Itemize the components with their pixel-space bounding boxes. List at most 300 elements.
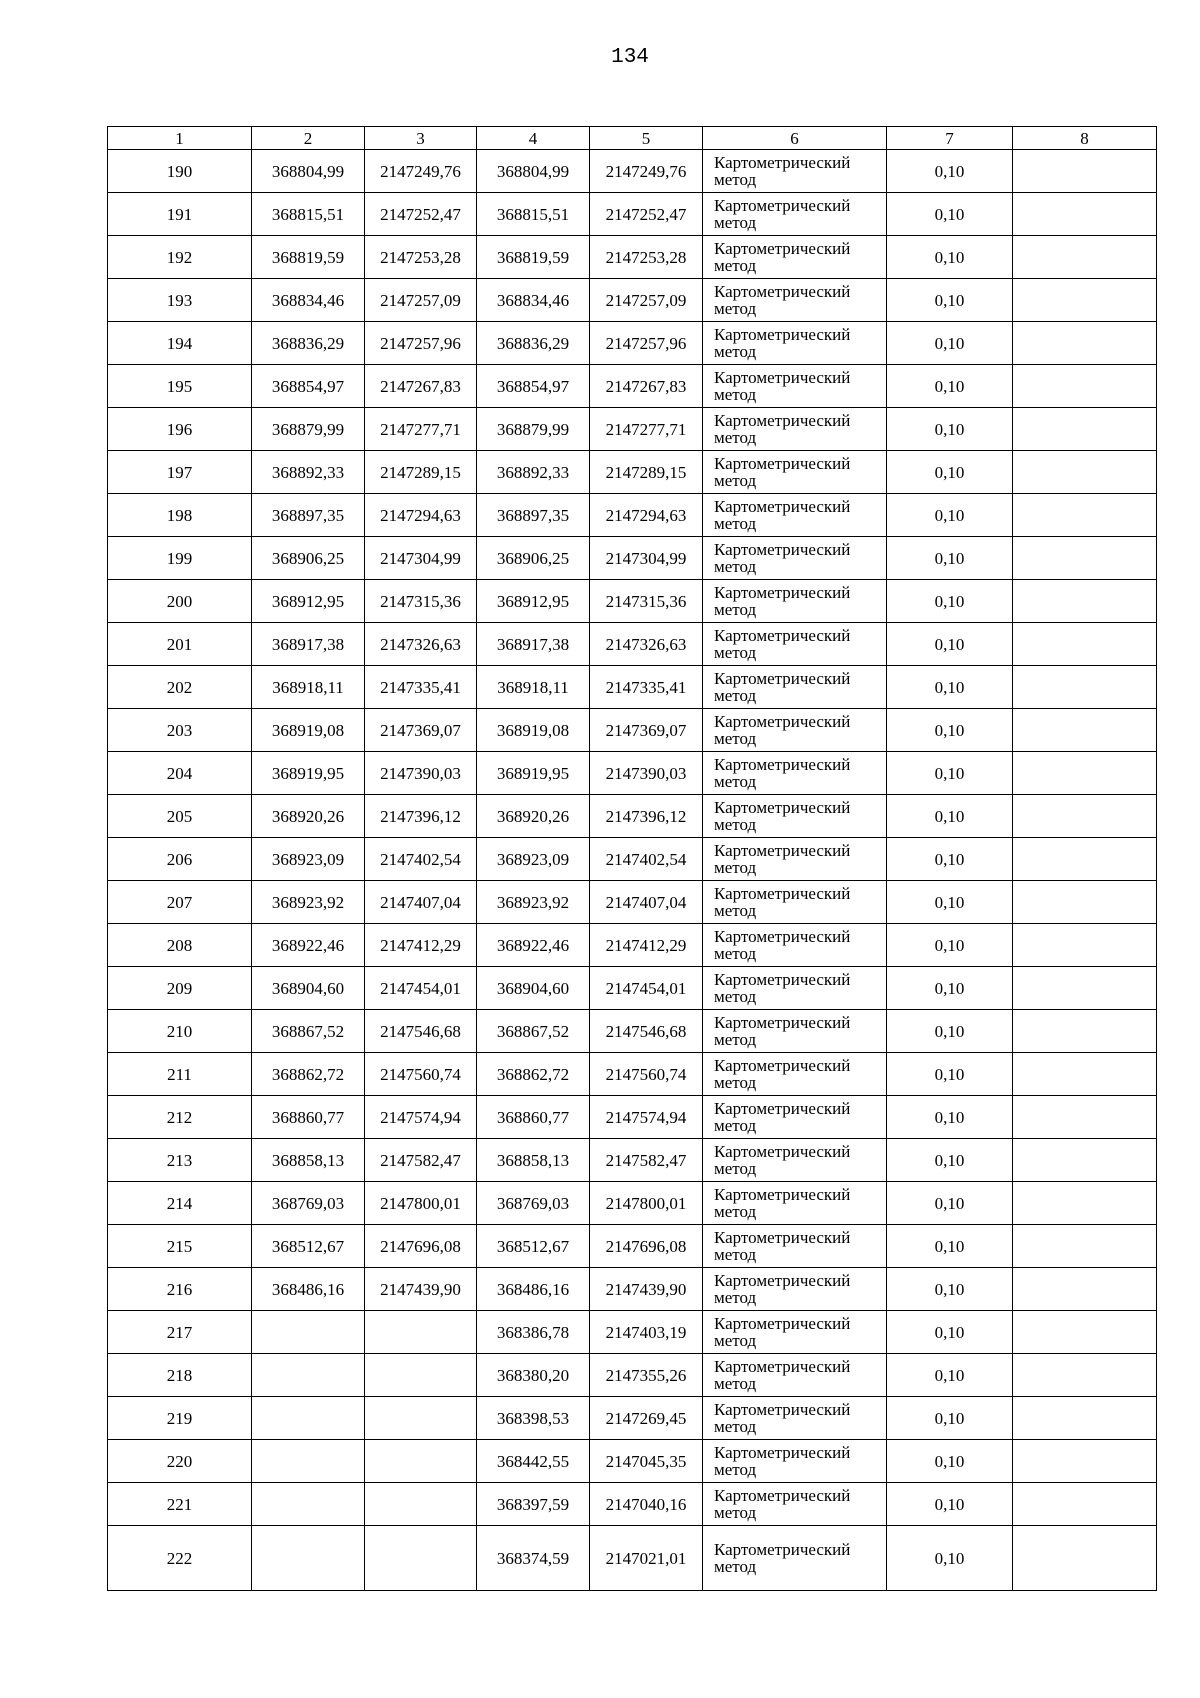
method-text-line1: Картометрический bbox=[714, 1056, 851, 1075]
x-coordinate-cell: 368917,38 bbox=[252, 623, 365, 666]
method-cell bbox=[703, 322, 887, 365]
table-row bbox=[108, 623, 1157, 666]
x-coordinate-cell: 368918,11 bbox=[252, 666, 365, 709]
y-coordinate-cell bbox=[365, 1483, 477, 1526]
y-coordinate-cell: 2147277,71 bbox=[590, 408, 703, 451]
point-number-cell: 214 bbox=[108, 1182, 252, 1225]
x-coordinate-cell: 368486,16 bbox=[252, 1268, 365, 1311]
method-text-line2: метод bbox=[714, 256, 757, 275]
note-cell bbox=[1013, 1053, 1157, 1096]
method-cell bbox=[703, 236, 887, 279]
x-coordinate-cell: 368920,26 bbox=[252, 795, 365, 838]
method-cell bbox=[703, 1139, 887, 1182]
note-cell bbox=[1013, 666, 1157, 709]
x-coordinate-cell: 368923,09 bbox=[477, 838, 590, 881]
point-number-cell: 193 bbox=[108, 279, 252, 322]
table-row bbox=[108, 193, 1157, 236]
y-coordinate-cell: 2147574,94 bbox=[590, 1096, 703, 1139]
point-number-cell: 217 bbox=[108, 1311, 252, 1354]
method-text-line2: метод bbox=[714, 1417, 757, 1436]
accuracy-cell: 0,10 bbox=[887, 924, 1013, 967]
point-number-cell: 192 bbox=[108, 236, 252, 279]
table-row bbox=[108, 1397, 1157, 1440]
method-cell bbox=[703, 1397, 887, 1440]
y-coordinate-cell: 2147257,09 bbox=[590, 279, 703, 322]
method-cell bbox=[703, 150, 887, 193]
table-row bbox=[108, 1354, 1157, 1397]
table-row bbox=[108, 494, 1157, 537]
column-header: 5 bbox=[590, 127, 703, 150]
x-coordinate-cell: 368834,46 bbox=[477, 279, 590, 322]
y-coordinate-cell: 2147800,01 bbox=[590, 1182, 703, 1225]
method-text-line2: метод bbox=[714, 1245, 757, 1264]
column-header: 6 bbox=[703, 127, 887, 150]
method-cell bbox=[703, 752, 887, 795]
y-coordinate-cell: 2147407,04 bbox=[365, 881, 477, 924]
x-coordinate-cell: 368904,60 bbox=[477, 967, 590, 1010]
y-coordinate-cell bbox=[365, 1311, 477, 1354]
method-text-line2: метод bbox=[714, 428, 757, 447]
method-cell bbox=[703, 623, 887, 666]
method-cell bbox=[703, 967, 887, 1010]
method-text-line2: метод bbox=[714, 600, 757, 619]
point-number-cell: 203 bbox=[108, 709, 252, 752]
x-coordinate-cell: 368919,95 bbox=[477, 752, 590, 795]
x-coordinate-cell: 368922,46 bbox=[477, 924, 590, 967]
y-coordinate-cell: 2147267,83 bbox=[590, 365, 703, 408]
method-text-line2: метод bbox=[714, 987, 757, 1006]
point-number-cell: 221 bbox=[108, 1483, 252, 1526]
x-coordinate-cell: 368912,95 bbox=[477, 580, 590, 623]
y-coordinate-cell: 2147402,54 bbox=[365, 838, 477, 881]
point-number-cell: 215 bbox=[108, 1225, 252, 1268]
method-text-line2: метод bbox=[714, 557, 757, 576]
x-coordinate-cell: 368860,77 bbox=[252, 1096, 365, 1139]
note-cell bbox=[1013, 451, 1157, 494]
y-coordinate-cell bbox=[365, 1526, 477, 1591]
note-cell bbox=[1013, 365, 1157, 408]
x-coordinate-cell: 368918,11 bbox=[477, 666, 590, 709]
note-cell bbox=[1013, 1268, 1157, 1311]
method-text-line2: метод bbox=[714, 1557, 757, 1576]
method-cell bbox=[703, 365, 887, 408]
point-number-cell: 206 bbox=[108, 838, 252, 881]
point-number-cell: 222 bbox=[108, 1526, 252, 1591]
method-text-line2: метод bbox=[714, 170, 757, 189]
x-coordinate-cell: 368923,09 bbox=[252, 838, 365, 881]
method-text-line2: метод bbox=[714, 342, 757, 361]
point-number-cell: 207 bbox=[108, 881, 252, 924]
point-number-cell: 209 bbox=[108, 967, 252, 1010]
method-text-line1: Картометрический bbox=[714, 1271, 851, 1290]
method-cell bbox=[703, 881, 887, 924]
note-cell bbox=[1013, 1397, 1157, 1440]
method-cell bbox=[703, 924, 887, 967]
method-text-line1: Картометрический bbox=[714, 196, 851, 215]
method-text-line1: Картометрический bbox=[714, 1400, 851, 1419]
accuracy-cell: 0,10 bbox=[887, 1354, 1013, 1397]
method-text-line1: Картометрический bbox=[714, 798, 851, 817]
method-text-line2: метод bbox=[714, 1331, 757, 1350]
y-coordinate-cell: 2147560,74 bbox=[365, 1053, 477, 1096]
y-coordinate-cell: 2147369,07 bbox=[590, 709, 703, 752]
accuracy-cell: 0,10 bbox=[887, 1096, 1013, 1139]
note-cell bbox=[1013, 795, 1157, 838]
accuracy-cell: 0,10 bbox=[887, 1440, 1013, 1483]
method-text-line1: Картометрический bbox=[714, 1443, 851, 1462]
method-cell bbox=[703, 1440, 887, 1483]
y-coordinate-cell bbox=[365, 1440, 477, 1483]
method-text-line1: Картометрический bbox=[714, 1486, 851, 1505]
note-cell bbox=[1013, 881, 1157, 924]
point-number-cell: 198 bbox=[108, 494, 252, 537]
note-cell bbox=[1013, 408, 1157, 451]
note-cell bbox=[1013, 1225, 1157, 1268]
table-row bbox=[108, 1053, 1157, 1096]
method-text-line1: Картометрический bbox=[714, 1185, 851, 1204]
x-coordinate-cell: 368879,99 bbox=[477, 408, 590, 451]
y-coordinate-cell: 2147257,96 bbox=[365, 322, 477, 365]
x-coordinate-cell: 368920,26 bbox=[477, 795, 590, 838]
y-coordinate-cell: 2147454,01 bbox=[590, 967, 703, 1010]
x-coordinate-cell: 368486,16 bbox=[477, 1268, 590, 1311]
method-text-line1: Картометрический bbox=[714, 282, 851, 301]
y-coordinate-cell: 2147269,45 bbox=[590, 1397, 703, 1440]
method-cell bbox=[703, 666, 887, 709]
method-cell bbox=[703, 1182, 887, 1225]
method-text-line1: Картометрический bbox=[714, 841, 851, 860]
accuracy-cell: 0,10 bbox=[887, 236, 1013, 279]
method-text-line1: Картометрический bbox=[714, 669, 851, 688]
method-text-line1: Картометрический bbox=[714, 1099, 851, 1118]
accuracy-cell: 0,10 bbox=[887, 451, 1013, 494]
method-text-line2: метод bbox=[714, 858, 757, 877]
y-coordinate-cell: 2147335,41 bbox=[590, 666, 703, 709]
y-coordinate-cell: 2147249,76 bbox=[365, 150, 477, 193]
note-cell bbox=[1013, 1311, 1157, 1354]
y-coordinate-cell: 2147403,19 bbox=[590, 1311, 703, 1354]
method-text-line2: метод bbox=[714, 299, 757, 318]
y-coordinate-cell: 2147257,96 bbox=[590, 322, 703, 365]
method-text-line2: метод bbox=[714, 643, 757, 662]
method-text-line2: метод bbox=[714, 1460, 757, 1479]
column-header: 2 bbox=[252, 127, 365, 150]
y-coordinate-cell: 2147326,63 bbox=[590, 623, 703, 666]
y-coordinate-cell: 2147369,07 bbox=[365, 709, 477, 752]
accuracy-cell: 0,10 bbox=[887, 1268, 1013, 1311]
x-coordinate-cell: 368923,92 bbox=[477, 881, 590, 924]
note-cell bbox=[1013, 322, 1157, 365]
x-coordinate-cell: 368860,77 bbox=[477, 1096, 590, 1139]
table-row bbox=[108, 881, 1157, 924]
table-row bbox=[108, 150, 1157, 193]
note-cell bbox=[1013, 623, 1157, 666]
y-coordinate-cell: 2147294,63 bbox=[590, 494, 703, 537]
x-coordinate-cell: 368442,55 bbox=[477, 1440, 590, 1483]
accuracy-cell: 0,10 bbox=[887, 494, 1013, 537]
y-coordinate-cell bbox=[365, 1397, 477, 1440]
table-row bbox=[108, 1225, 1157, 1268]
method-cell bbox=[703, 838, 887, 881]
point-number-cell: 205 bbox=[108, 795, 252, 838]
method-text-line1: Картометрический bbox=[714, 153, 851, 172]
x-coordinate-cell: 368836,29 bbox=[252, 322, 365, 365]
point-number-cell: 211 bbox=[108, 1053, 252, 1096]
table-row bbox=[108, 451, 1157, 494]
x-coordinate-cell: 368815,51 bbox=[252, 193, 365, 236]
note-cell bbox=[1013, 1096, 1157, 1139]
x-coordinate-cell: 368922,46 bbox=[252, 924, 365, 967]
point-number-cell: 190 bbox=[108, 150, 252, 193]
y-coordinate-cell: 2147546,68 bbox=[590, 1010, 703, 1053]
method-text-line1: Картометрический bbox=[714, 1013, 851, 1032]
method-text-line2: метод bbox=[714, 1374, 757, 1393]
point-number-cell: 196 bbox=[108, 408, 252, 451]
table-header-row bbox=[108, 127, 1157, 150]
accuracy-cell: 0,10 bbox=[887, 1139, 1013, 1182]
method-text-line1: Картометрический bbox=[714, 325, 851, 344]
x-coordinate-cell: 368862,72 bbox=[252, 1053, 365, 1096]
x-coordinate-cell: 368862,72 bbox=[477, 1053, 590, 1096]
x-coordinate-cell: 368917,38 bbox=[477, 623, 590, 666]
y-coordinate-cell: 2147396,12 bbox=[590, 795, 703, 838]
method-text-line2: метод bbox=[714, 385, 757, 404]
y-coordinate-cell: 2147355,26 bbox=[590, 1354, 703, 1397]
accuracy-cell: 0,10 bbox=[887, 1182, 1013, 1225]
table-row bbox=[108, 752, 1157, 795]
y-coordinate-cell: 2147396,12 bbox=[365, 795, 477, 838]
method-text-line1: Картометрический bbox=[714, 1314, 851, 1333]
x-coordinate-cell: 368769,03 bbox=[252, 1182, 365, 1225]
y-coordinate-cell: 2147304,99 bbox=[590, 537, 703, 580]
method-text-line2: метод bbox=[714, 514, 757, 533]
note-cell bbox=[1013, 236, 1157, 279]
note-cell bbox=[1013, 1182, 1157, 1225]
x-coordinate-cell: 368374,59 bbox=[477, 1526, 590, 1591]
y-coordinate-cell: 2147040,16 bbox=[590, 1483, 703, 1526]
point-number-cell: 219 bbox=[108, 1397, 252, 1440]
accuracy-cell: 0,10 bbox=[887, 537, 1013, 580]
method-cell bbox=[703, 408, 887, 451]
method-cell bbox=[703, 1483, 887, 1526]
method-cell bbox=[703, 709, 887, 752]
point-number-cell: 201 bbox=[108, 623, 252, 666]
table-row bbox=[108, 1096, 1157, 1139]
point-number-cell: 216 bbox=[108, 1268, 252, 1311]
accuracy-cell: 0,10 bbox=[887, 365, 1013, 408]
page-number: 134 bbox=[611, 46, 649, 69]
method-cell bbox=[703, 1526, 887, 1591]
y-coordinate-cell: 2147412,29 bbox=[590, 924, 703, 967]
method-text-line2: метод bbox=[714, 1030, 757, 1049]
accuracy-cell: 0,10 bbox=[887, 193, 1013, 236]
method-cell bbox=[703, 1354, 887, 1397]
x-coordinate-cell: 368834,46 bbox=[252, 279, 365, 322]
x-coordinate-cell: 368867,52 bbox=[477, 1010, 590, 1053]
x-coordinate-cell: 368892,33 bbox=[252, 451, 365, 494]
method-text-line2: метод bbox=[714, 944, 757, 963]
x-coordinate-cell: 368858,13 bbox=[477, 1139, 590, 1182]
note-cell bbox=[1013, 967, 1157, 1010]
table-row bbox=[108, 365, 1157, 408]
method-text-line2: метод bbox=[714, 772, 757, 791]
method-text-line2: метод bbox=[714, 1116, 757, 1135]
y-coordinate-cell: 2147253,28 bbox=[365, 236, 477, 279]
note-cell bbox=[1013, 1139, 1157, 1182]
method-text-line2: метод bbox=[714, 1202, 757, 1221]
x-coordinate-cell bbox=[252, 1440, 365, 1483]
x-coordinate-cell: 368906,25 bbox=[477, 537, 590, 580]
point-number-cell: 208 bbox=[108, 924, 252, 967]
x-coordinate-cell: 368919,08 bbox=[252, 709, 365, 752]
y-coordinate-cell: 2147574,94 bbox=[365, 1096, 477, 1139]
method-cell bbox=[703, 580, 887, 623]
coordinates-table bbox=[107, 126, 1157, 1591]
column-header: 1 bbox=[108, 127, 252, 150]
y-coordinate-cell: 2147582,47 bbox=[590, 1139, 703, 1182]
y-coordinate-cell: 2147696,08 bbox=[590, 1225, 703, 1268]
method-cell bbox=[703, 537, 887, 580]
table-row bbox=[108, 1311, 1157, 1354]
x-coordinate-cell: 368854,97 bbox=[477, 365, 590, 408]
method-cell bbox=[703, 1311, 887, 1354]
method-cell bbox=[703, 795, 887, 838]
accuracy-cell: 0,10 bbox=[887, 580, 1013, 623]
y-coordinate-cell: 2147582,47 bbox=[365, 1139, 477, 1182]
accuracy-cell: 0,10 bbox=[887, 838, 1013, 881]
point-number-cell: 212 bbox=[108, 1096, 252, 1139]
x-coordinate-cell: 368512,67 bbox=[252, 1225, 365, 1268]
accuracy-cell: 0,10 bbox=[887, 881, 1013, 924]
note-cell bbox=[1013, 1526, 1157, 1591]
x-coordinate-cell bbox=[252, 1526, 365, 1591]
x-coordinate-cell: 368804,99 bbox=[477, 150, 590, 193]
method-text-line1: Картометрический bbox=[714, 497, 851, 516]
method-text-line1: Картометрический bbox=[714, 454, 851, 473]
y-coordinate-cell: 2147277,71 bbox=[365, 408, 477, 451]
point-number-cell: 202 bbox=[108, 666, 252, 709]
y-coordinate-cell: 2147257,09 bbox=[365, 279, 477, 322]
accuracy-cell: 0,10 bbox=[887, 623, 1013, 666]
x-coordinate-cell: 368386,78 bbox=[477, 1311, 590, 1354]
x-coordinate-cell bbox=[252, 1311, 365, 1354]
method-cell bbox=[703, 1096, 887, 1139]
x-coordinate-cell bbox=[252, 1483, 365, 1526]
table-row bbox=[108, 795, 1157, 838]
y-coordinate-cell: 2147289,15 bbox=[590, 451, 703, 494]
table-row bbox=[108, 1483, 1157, 1526]
x-coordinate-cell: 368919,08 bbox=[477, 709, 590, 752]
point-number-cell: 199 bbox=[108, 537, 252, 580]
accuracy-cell: 0,10 bbox=[887, 666, 1013, 709]
y-coordinate-cell: 2147267,83 bbox=[365, 365, 477, 408]
y-coordinate-cell: 2147294,63 bbox=[365, 494, 477, 537]
point-number-cell: 218 bbox=[108, 1354, 252, 1397]
y-coordinate-cell: 2147252,47 bbox=[365, 193, 477, 236]
y-coordinate-cell: 2147412,29 bbox=[365, 924, 477, 967]
note-cell bbox=[1013, 279, 1157, 322]
x-coordinate-cell: 368904,60 bbox=[252, 967, 365, 1010]
x-coordinate-cell: 368769,03 bbox=[477, 1182, 590, 1225]
method-text-line1: Картометрический bbox=[714, 411, 851, 430]
x-coordinate-cell: 368397,59 bbox=[477, 1483, 590, 1526]
x-coordinate-cell: 368815,51 bbox=[477, 193, 590, 236]
column-header: 3 bbox=[365, 127, 477, 150]
y-coordinate-cell: 2147253,28 bbox=[590, 236, 703, 279]
table-row bbox=[108, 236, 1157, 279]
method-cell bbox=[703, 1053, 887, 1096]
method-cell bbox=[703, 193, 887, 236]
note-cell bbox=[1013, 752, 1157, 795]
y-coordinate-cell: 2147439,90 bbox=[365, 1268, 477, 1311]
table-row bbox=[108, 967, 1157, 1010]
y-coordinate-cell: 2147800,01 bbox=[365, 1182, 477, 1225]
table-row bbox=[108, 408, 1157, 451]
method-cell bbox=[703, 451, 887, 494]
note-cell bbox=[1013, 1354, 1157, 1397]
method-text-line1: Картометрический bbox=[714, 1357, 851, 1376]
method-text-line2: метод bbox=[714, 815, 757, 834]
note-cell bbox=[1013, 1483, 1157, 1526]
method-text-line1: Картометрический bbox=[714, 755, 851, 774]
x-coordinate-cell: 368854,97 bbox=[252, 365, 365, 408]
point-number-cell: 210 bbox=[108, 1010, 252, 1053]
x-coordinate-cell: 368906,25 bbox=[252, 537, 365, 580]
method-text-line1: Картометрический bbox=[714, 927, 851, 946]
x-coordinate-cell: 368892,33 bbox=[477, 451, 590, 494]
note-cell bbox=[1013, 924, 1157, 967]
x-coordinate-cell bbox=[252, 1397, 365, 1440]
note-cell bbox=[1013, 494, 1157, 537]
table-row bbox=[108, 1010, 1157, 1053]
y-coordinate-cell: 2147289,15 bbox=[365, 451, 477, 494]
x-coordinate-cell: 368879,99 bbox=[252, 408, 365, 451]
column-header: 4 bbox=[477, 127, 590, 150]
y-coordinate-cell: 2147560,74 bbox=[590, 1053, 703, 1096]
accuracy-cell: 0,10 bbox=[887, 1526, 1013, 1591]
y-coordinate-cell: 2147390,03 bbox=[365, 752, 477, 795]
method-text-line1: Картометрический bbox=[714, 970, 851, 989]
accuracy-cell: 0,10 bbox=[887, 1483, 1013, 1526]
method-text-line1: Картометрический bbox=[714, 626, 851, 645]
table-row bbox=[108, 537, 1157, 580]
y-coordinate-cell: 2147454,01 bbox=[365, 967, 477, 1010]
note-cell bbox=[1013, 1440, 1157, 1483]
method-text-line2: метод bbox=[714, 213, 757, 232]
accuracy-cell: 0,10 bbox=[887, 322, 1013, 365]
table-row bbox=[108, 666, 1157, 709]
x-coordinate-cell: 368912,95 bbox=[252, 580, 365, 623]
table-row bbox=[108, 1139, 1157, 1182]
method-cell bbox=[703, 279, 887, 322]
x-coordinate-cell: 368398,53 bbox=[477, 1397, 590, 1440]
y-coordinate-cell: 2147407,04 bbox=[590, 881, 703, 924]
point-number-cell: 213 bbox=[108, 1139, 252, 1182]
method-text-line2: метод bbox=[714, 729, 757, 748]
point-number-cell: 195 bbox=[108, 365, 252, 408]
point-number-cell: 194 bbox=[108, 322, 252, 365]
method-text-line2: метод bbox=[714, 1159, 757, 1178]
y-coordinate-cell: 2147402,54 bbox=[590, 838, 703, 881]
point-number-cell: 191 bbox=[108, 193, 252, 236]
x-coordinate-cell bbox=[252, 1354, 365, 1397]
method-cell bbox=[703, 1225, 887, 1268]
point-number-cell: 197 bbox=[108, 451, 252, 494]
y-coordinate-cell: 2147045,35 bbox=[590, 1440, 703, 1483]
table-row bbox=[108, 1182, 1157, 1225]
note-cell bbox=[1013, 150, 1157, 193]
x-coordinate-cell: 368804,99 bbox=[252, 150, 365, 193]
